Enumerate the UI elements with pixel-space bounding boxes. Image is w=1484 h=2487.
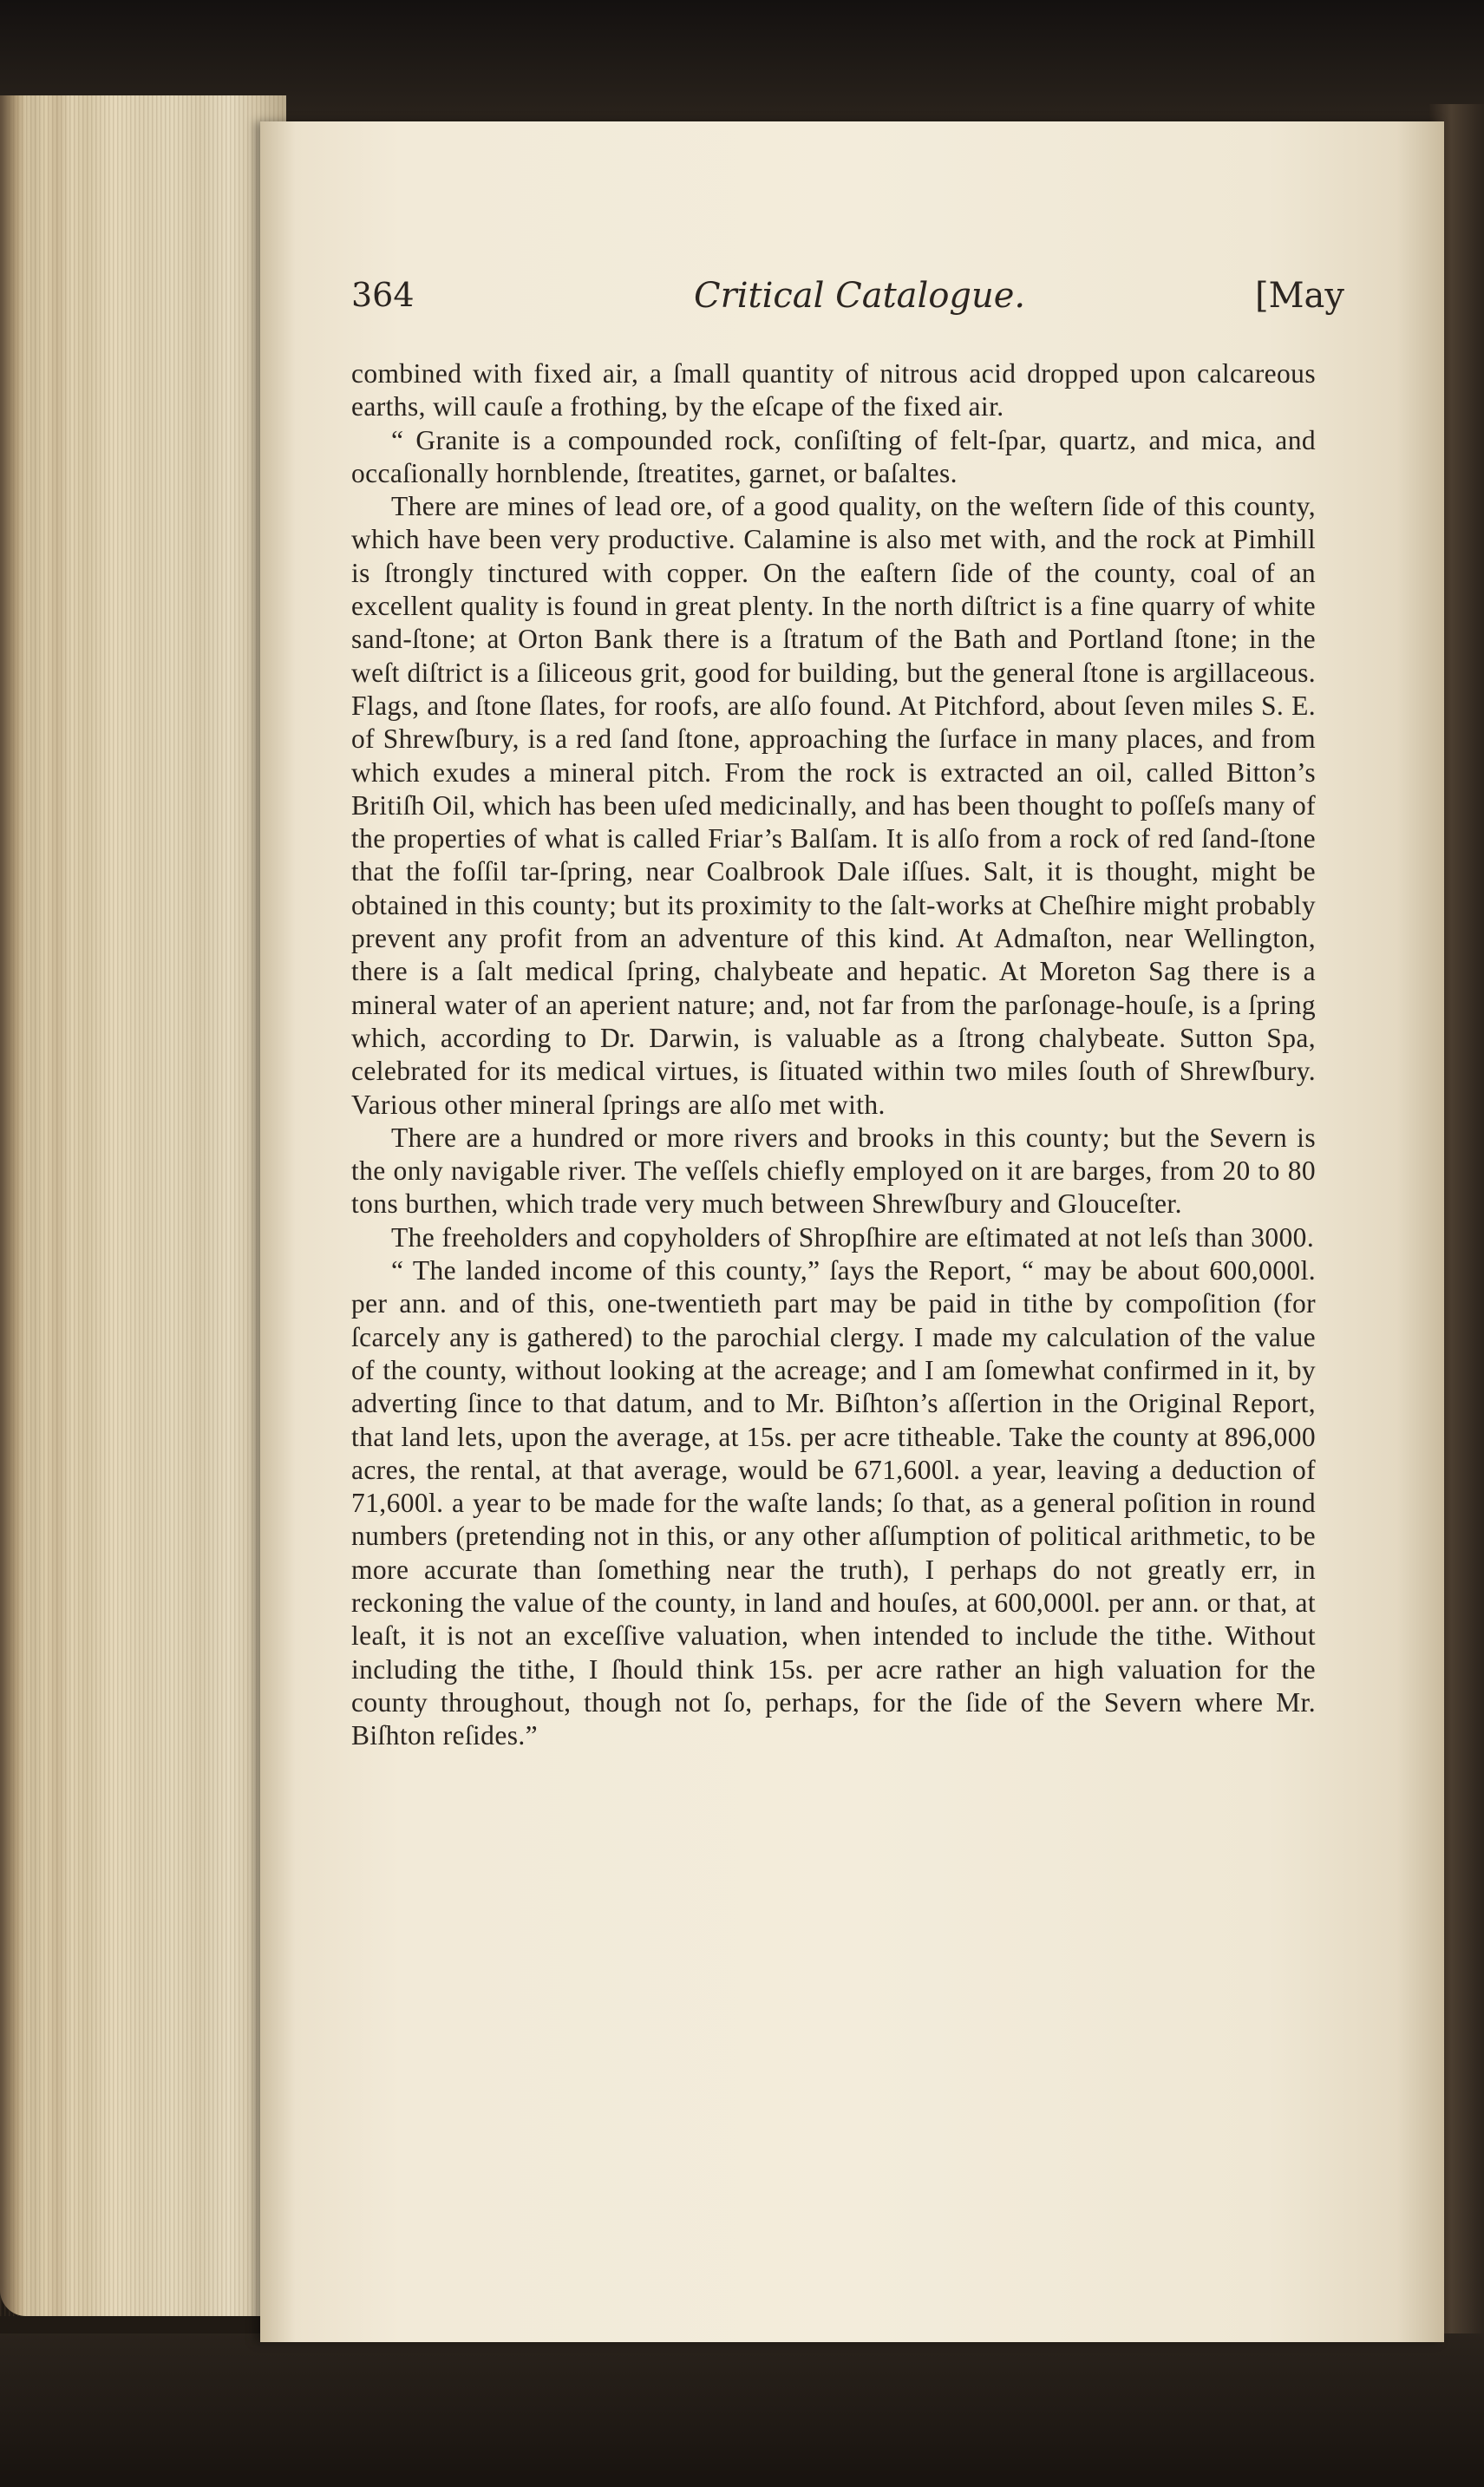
- body-text: [351, 357, 1316, 1752]
- paragraph-3: There are mines of lead ore, of a good quality, on the weſtern ſide of this county, which have been very productive. Calamine is also met with, and the rock at Pimhill is ſtrongly tinctured with copper. On the eaſtern ſide of the county, coal of an excellent quality is found in great plenty. In the north diſtrict is a fine quarry of white sand-ſtone; at Orton Bank there is a ſtratum of the Bath and Portland ſtone; in the weſt diſtrict is a ſiliceous grit, good for building, but the general ſtone is argillaceous. Flags, and ſtone ſlates, for roofs, are alſo found. At Pitchford, about ſeven miles S. E. of Shrewſbury, is a red ſand ſtone, approaching the ſurface in many places, and from which exudes a mineral pitch. From the rock is extracted an oil, called Bitton’s Britiſh Oil, which has been uſed medicinally, and has been thought to poſſeſs many of the properties of what is called Friar’s Balſam. It is alſo from a rock of red ſand-ſtone that the foſſil tar-ſpring, near Coalbrook Dale iſſues. Salt, it is thought, might be obtained in this county; but its proximity to the ſalt-works at Cheſhire might probably prevent any profit from an adventure of this kind. At Admaſton, near Wellington, there is a ſalt medical ſpring, chalybeate and hepatic. At Moreton Sag there is a mineral water of an aperient nature; and, not far from the parſonage-houſe, is a ſpring which, according to Dr. Darwin, is valuable as a ſtrong chalybeate. Sutton Spa, celebrated for its medical virtues, is ſituated within two miles ſouth of Shrewſbury. Various other mineral ſprings are alſo met with.: [351, 491, 1316, 1120]
- page-number: 364: [351, 276, 415, 314]
- bottom-background: [0, 2333, 1484, 2487]
- paragraph-1: combined with fixed air, a ſmall quantity of nitrous acid dropped upon calcareous earths, will cauſe a frothing, by the eſcape of the fixed air.: [351, 358, 1316, 422]
- paragraph-6: “ The landed income of this county,” ſays the Report, “ may be about 600,000l. per ann. and of this, one-twentieth part may be paid in tithe by compoſition (for ſcarcely any is gathered) to the parochial clergy. I made my calculation of the value of the county, without looking at the acreage; and I am ſomewhat confirmed in it, by adverting ſince to that datum, and to Mr. Biſhton’s aſſertion in the Original Report, that land lets, upon the average, at 15s. per acre titheable. Take the county at 896,000 acres, the rental, at that average, would be 671,600l. a year, leaving a deduction of 71,600l. a year to be made for the waſte lands; ſo that, as a general poſition in round numbers (pretending not in this, or any other aſſumption of political arithmetic, to be more accurate than ſomething near the truth), I perhaps do not greatly err, in reckoning the value of the county, in land and houſes, at 600,000l. per ann. or that, at leaſt, it is not an exceſſive valuation, when intended to include the tithe. Without including the tithe, I ſhould think 15s. per acre rather an high valuation for the county throughout, though not ſo, perhaps, for the ſide of the Severn where Mr. Biſhton reſides.”: [351, 1255, 1316, 1751]
- paragraph-4: There are a hundred or more rivers and brooks in this county; but the Severn is the only navigable river. The veſſels chiefly employed on it are barges, from 20 to 80 tons burthen, which trade very much between Shrewſbury and Glouceſter.: [351, 1122, 1316, 1220]
- paragraph-5: The freeholders and copyholders of Shropſhire are eſtimated at not leſs than 3000.: [391, 1221, 1315, 1253]
- running-head: Critical Catalogue.: [694, 276, 1026, 316]
- month-marker: [May: [1254, 276, 1344, 316]
- page-edge-lines: [0, 95, 286, 2316]
- page-header: [347, 276, 1344, 328]
- paragraph-2: “ Granite is a compounded rock, conſiſting of felt-ſpar, quartz, and mica, and occaſionally hornblende, ſtreatites, garnet, or baſaltes.: [351, 424, 1316, 488]
